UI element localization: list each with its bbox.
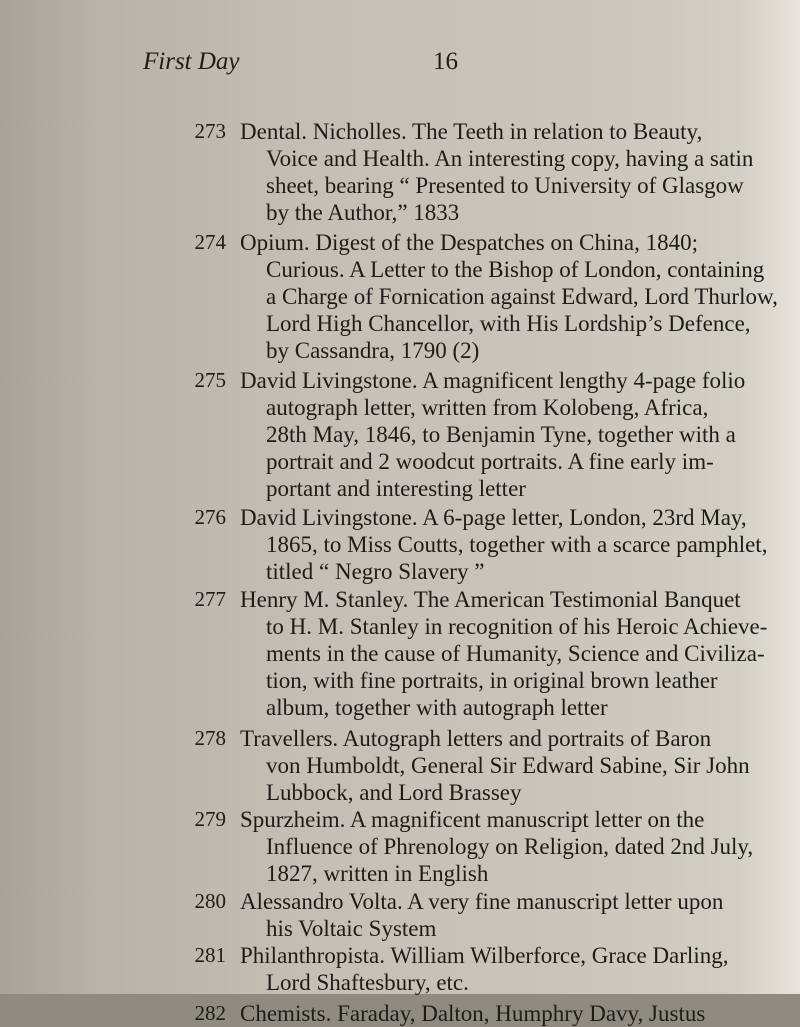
- lot-line: Alessandro Volta. A very fine manuscript letter upon: [240, 889, 724, 914]
- lot-number: 279: [194, 807, 226, 831]
- lot-line: Travellers. Autograph letters and portraits of Baron: [240, 726, 712, 751]
- lot-line: David Livingstone. A magnificent lengthy 4-page folio: [240, 368, 746, 393]
- lot-line: to H. M. Stanley in recognition of his Heroic Achieve-: [266, 614, 768, 639]
- lot-281: [194, 942, 780, 996]
- lot-number: 277: [194, 587, 226, 611]
- lot-277: [194, 586, 780, 721]
- lot-line: Henry M. Stanley. The American Testimonial Banquet: [240, 587, 741, 612]
- lot-line: von Humboldt, General Sir Edward Sabine, Sir John: [266, 753, 750, 778]
- lot-line: ments in the cause of Humanity, Science and Civiliza-: [266, 641, 765, 666]
- lot-line: Lord High Chancellor, with His Lordship’s Defence,: [266, 311, 751, 336]
- lot-274: [194, 229, 780, 364]
- lot-line: Dental. Nicholles. The Teeth in relation to Beauty,: [240, 119, 703, 144]
- lot-line: portrait and 2 woodcut portraits. A fine early im-: [266, 449, 714, 474]
- lot-line: tion, with fine portraits, in original brown leather: [266, 668, 718, 693]
- lot-line: 28th May, 1846, to Benjamin Tyne, together with a: [266, 422, 736, 447]
- lot-number: 282: [194, 1001, 226, 1025]
- lot-line: Lubbock, and Lord Brassey: [266, 780, 522, 805]
- lot-282: [194, 1000, 780, 1027]
- lot-275: [194, 367, 780, 502]
- lot-line: David Livingstone. A 6-page letter, London, 23rd May,: [240, 505, 747, 530]
- lot-line: 1865, to Miss Coutts, together with a scarce pamphlet,: [266, 532, 768, 557]
- page-header: [143, 48, 623, 76]
- lot-line: portant and interesting letter: [266, 476, 526, 501]
- lot-line: titled “ Negro Slavery ”: [266, 559, 485, 584]
- lot-line: Philanthropista. William Wilberforce, Grace Darling,: [240, 943, 729, 968]
- lot-line: Spurzheim. A magnificent manuscript letter on the: [240, 807, 705, 832]
- lot-number: 273: [194, 119, 226, 143]
- lot-line: by the Author,” 1833: [266, 200, 460, 225]
- lot-line: album, together with autograph letter: [266, 695, 608, 720]
- lot-line: autograph letter, written from Kolobeng, Africa,: [266, 395, 709, 420]
- lot-line: 1827, written in English: [266, 861, 489, 886]
- page-number: 16: [433, 48, 458, 75]
- lot-line: a Charge of Fornication against Edward, Lord Thurlow,: [266, 284, 778, 309]
- lot-number: 280: [194, 889, 226, 913]
- lot-line: Chemists. Faraday, Dalton, Humphry Davy, Justus: [240, 1001, 706, 1026]
- lot-line: his Voltaic System: [266, 916, 437, 941]
- lot-line: sheet, bearing “ Presented to University of Glasgow: [266, 173, 744, 198]
- lot-number: 281: [194, 943, 226, 967]
- lot-280: [194, 888, 780, 942]
- lot-line: Voice and Health. An interesting copy, having a satin: [266, 146, 754, 171]
- lot-line: Opium. Digest of the Despatches on China, 1840;: [240, 230, 699, 255]
- lot-number: 275: [194, 368, 226, 392]
- lot-276: [194, 504, 780, 585]
- lot-number: 278: [194, 726, 226, 750]
- lot-279: [194, 806, 780, 887]
- lot-278: [194, 725, 780, 806]
- lot-line: Influence of Phrenology on Religion, dated 2nd July,: [266, 834, 754, 859]
- section-title: First Day: [143, 48, 240, 75]
- lot-273: [194, 118, 780, 226]
- lot-line: Lord Shaftesbury, etc.: [266, 970, 469, 995]
- lot-line: by Cassandra, 1790 (2): [266, 338, 480, 363]
- lot-number: 274: [194, 230, 226, 254]
- lot-line: Curious. A Letter to the Bishop of London, containing: [266, 257, 765, 282]
- lot-number: 276: [194, 505, 226, 529]
